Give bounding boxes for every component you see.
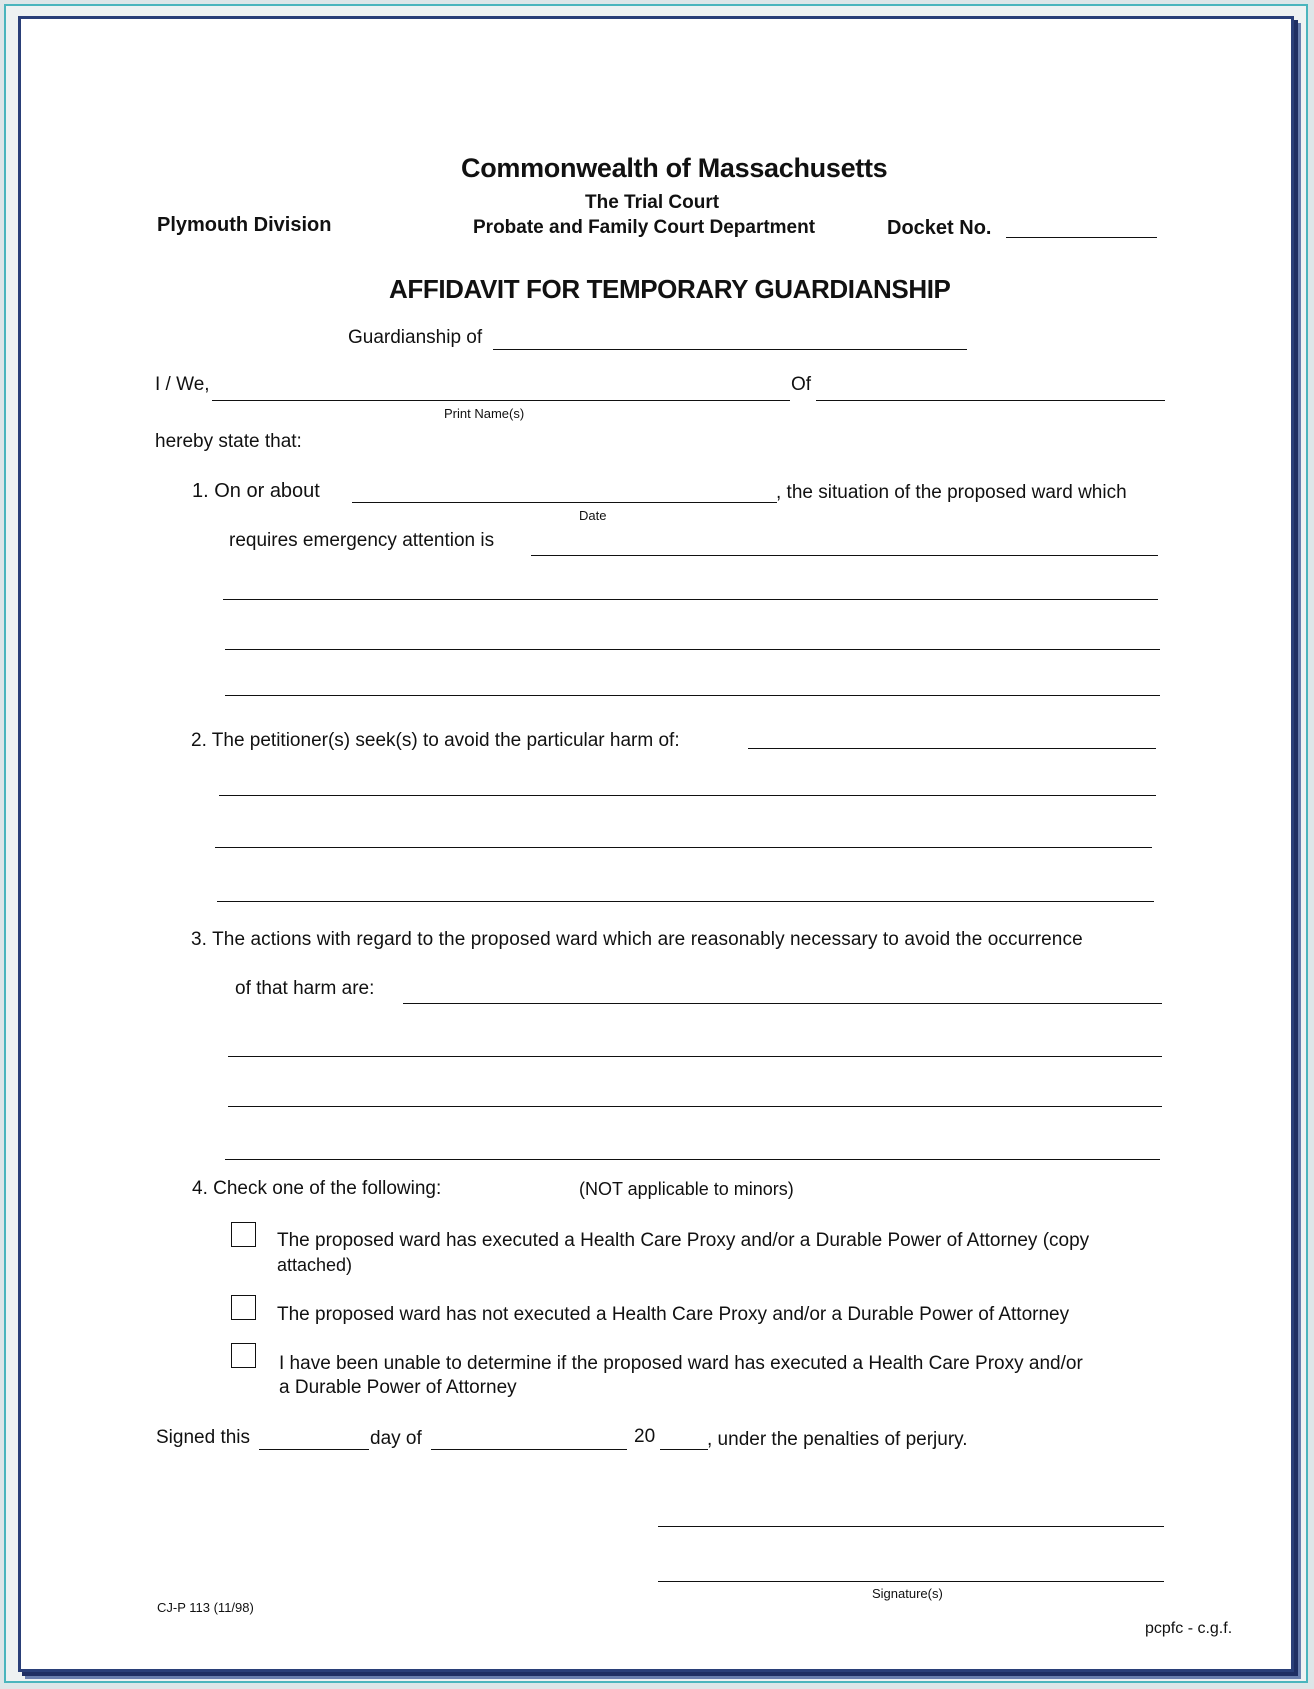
- item1-line2: requires emergency attention is: [229, 530, 495, 551]
- option3-line1: I have been unable to determine if the proposed ward has executed a Health Care Proxy and/or: [279, 1353, 1083, 1374]
- date-caption: Date: [579, 508, 607, 523]
- item2-answer-line-3[interactable]: [215, 847, 1152, 848]
- item2-answer-line-1[interactable]: [748, 748, 1156, 749]
- division-label: Plymouth Division: [157, 214, 332, 236]
- docket-number-field[interactable]: [1006, 237, 1157, 238]
- option2-checkbox[interactable]: [231, 1295, 256, 1320]
- perjury-text: , under the penalties of perjury.: [707, 1429, 968, 1450]
- item3-line2: of that harm are:: [235, 978, 375, 999]
- signed-this-label: Signed this: [156, 1427, 251, 1448]
- item1-date-field[interactable]: [352, 502, 777, 503]
- of-label: Of: [791, 374, 812, 395]
- guardianship-of-field[interactable]: [493, 349, 967, 350]
- option3-checkbox[interactable]: [231, 1343, 256, 1368]
- hereby-state-text: hereby state that:: [155, 431, 302, 452]
- year-prefix: 20: [634, 1426, 656, 1447]
- trial-court-heading: The Trial Court: [585, 192, 720, 213]
- item4-text: 4. Check one of the following:: [192, 1178, 442, 1199]
- item4-note: (NOT applicable to minors): [579, 1179, 794, 1199]
- item1-lead: 1. On or about: [192, 480, 320, 502]
- guardianship-of-label: Guardianship of: [348, 327, 483, 348]
- signature-line-1[interactable]: [658, 1526, 1164, 1527]
- print-names-caption: Print Name(s): [444, 406, 525, 421]
- department-heading: Probate and Family Court Department: [473, 217, 816, 238]
- signed-year-field[interactable]: [660, 1449, 708, 1450]
- item3-answer-line-2[interactable]: [228, 1056, 1162, 1057]
- print-names-field[interactable]: [212, 400, 790, 401]
- of-address-field[interactable]: [816, 400, 1165, 401]
- item3-answer-line-1[interactable]: [403, 1003, 1162, 1004]
- signed-day-field[interactable]: [259, 1449, 369, 1450]
- item1-answer-line-3[interactable]: [225, 649, 1160, 650]
- i-we-label: I / We,: [155, 374, 210, 395]
- signed-month-field[interactable]: [431, 1449, 627, 1450]
- option1-line1: The proposed ward has executed a Health Care Proxy and/or a Durable Power of Attorney (copy: [277, 1230, 1090, 1251]
- signature-caption: Signature(s): [872, 1586, 943, 1601]
- option2-line1: The proposed ward has not executed a Health Care Proxy and/or a Durable Power of Attorney: [277, 1304, 1070, 1325]
- item2-text: 2. The petitioner(s) seek(s) to avoid the particular harm of:: [191, 730, 680, 751]
- preparer-initials: pcpfc - c.g.f.: [1145, 1620, 1233, 1637]
- form-title: AFFIDAVIT FOR TEMPORARY GUARDIANSHIP: [389, 274, 951, 304]
- item3-answer-line-4[interactable]: [225, 1159, 1160, 1160]
- item1-answer-line-1[interactable]: [531, 555, 1158, 556]
- option1-checkbox[interactable]: [231, 1222, 256, 1247]
- item3-answer-line-3[interactable]: [228, 1106, 1162, 1107]
- signature-line-2[interactable]: [658, 1581, 1164, 1582]
- form-code: CJ-P 113 (11/98): [157, 1600, 254, 1615]
- item1-answer-line-4[interactable]: [225, 695, 1160, 696]
- item2-answer-line-2[interactable]: [219, 795, 1156, 796]
- option3-line2: a Durable Power of Attorney: [279, 1377, 517, 1398]
- option1-line2: attached): [277, 1255, 353, 1275]
- form-page: [18, 16, 1294, 1672]
- item3-text: 3. The actions with regard to the proposed ward which are reasonably necessary to avoid the occurrence: [191, 929, 1083, 950]
- docket-label: Docket No.: [887, 217, 992, 239]
- day-of-label: day of: [370, 1428, 422, 1449]
- item1-tail: , the situation of the proposed ward which: [776, 482, 1127, 503]
- item2-answer-line-4[interactable]: [217, 901, 1154, 902]
- item1-answer-line-2[interactable]: [223, 599, 1158, 600]
- commonwealth-heading: Commonwealth of Massachusetts: [461, 153, 888, 183]
